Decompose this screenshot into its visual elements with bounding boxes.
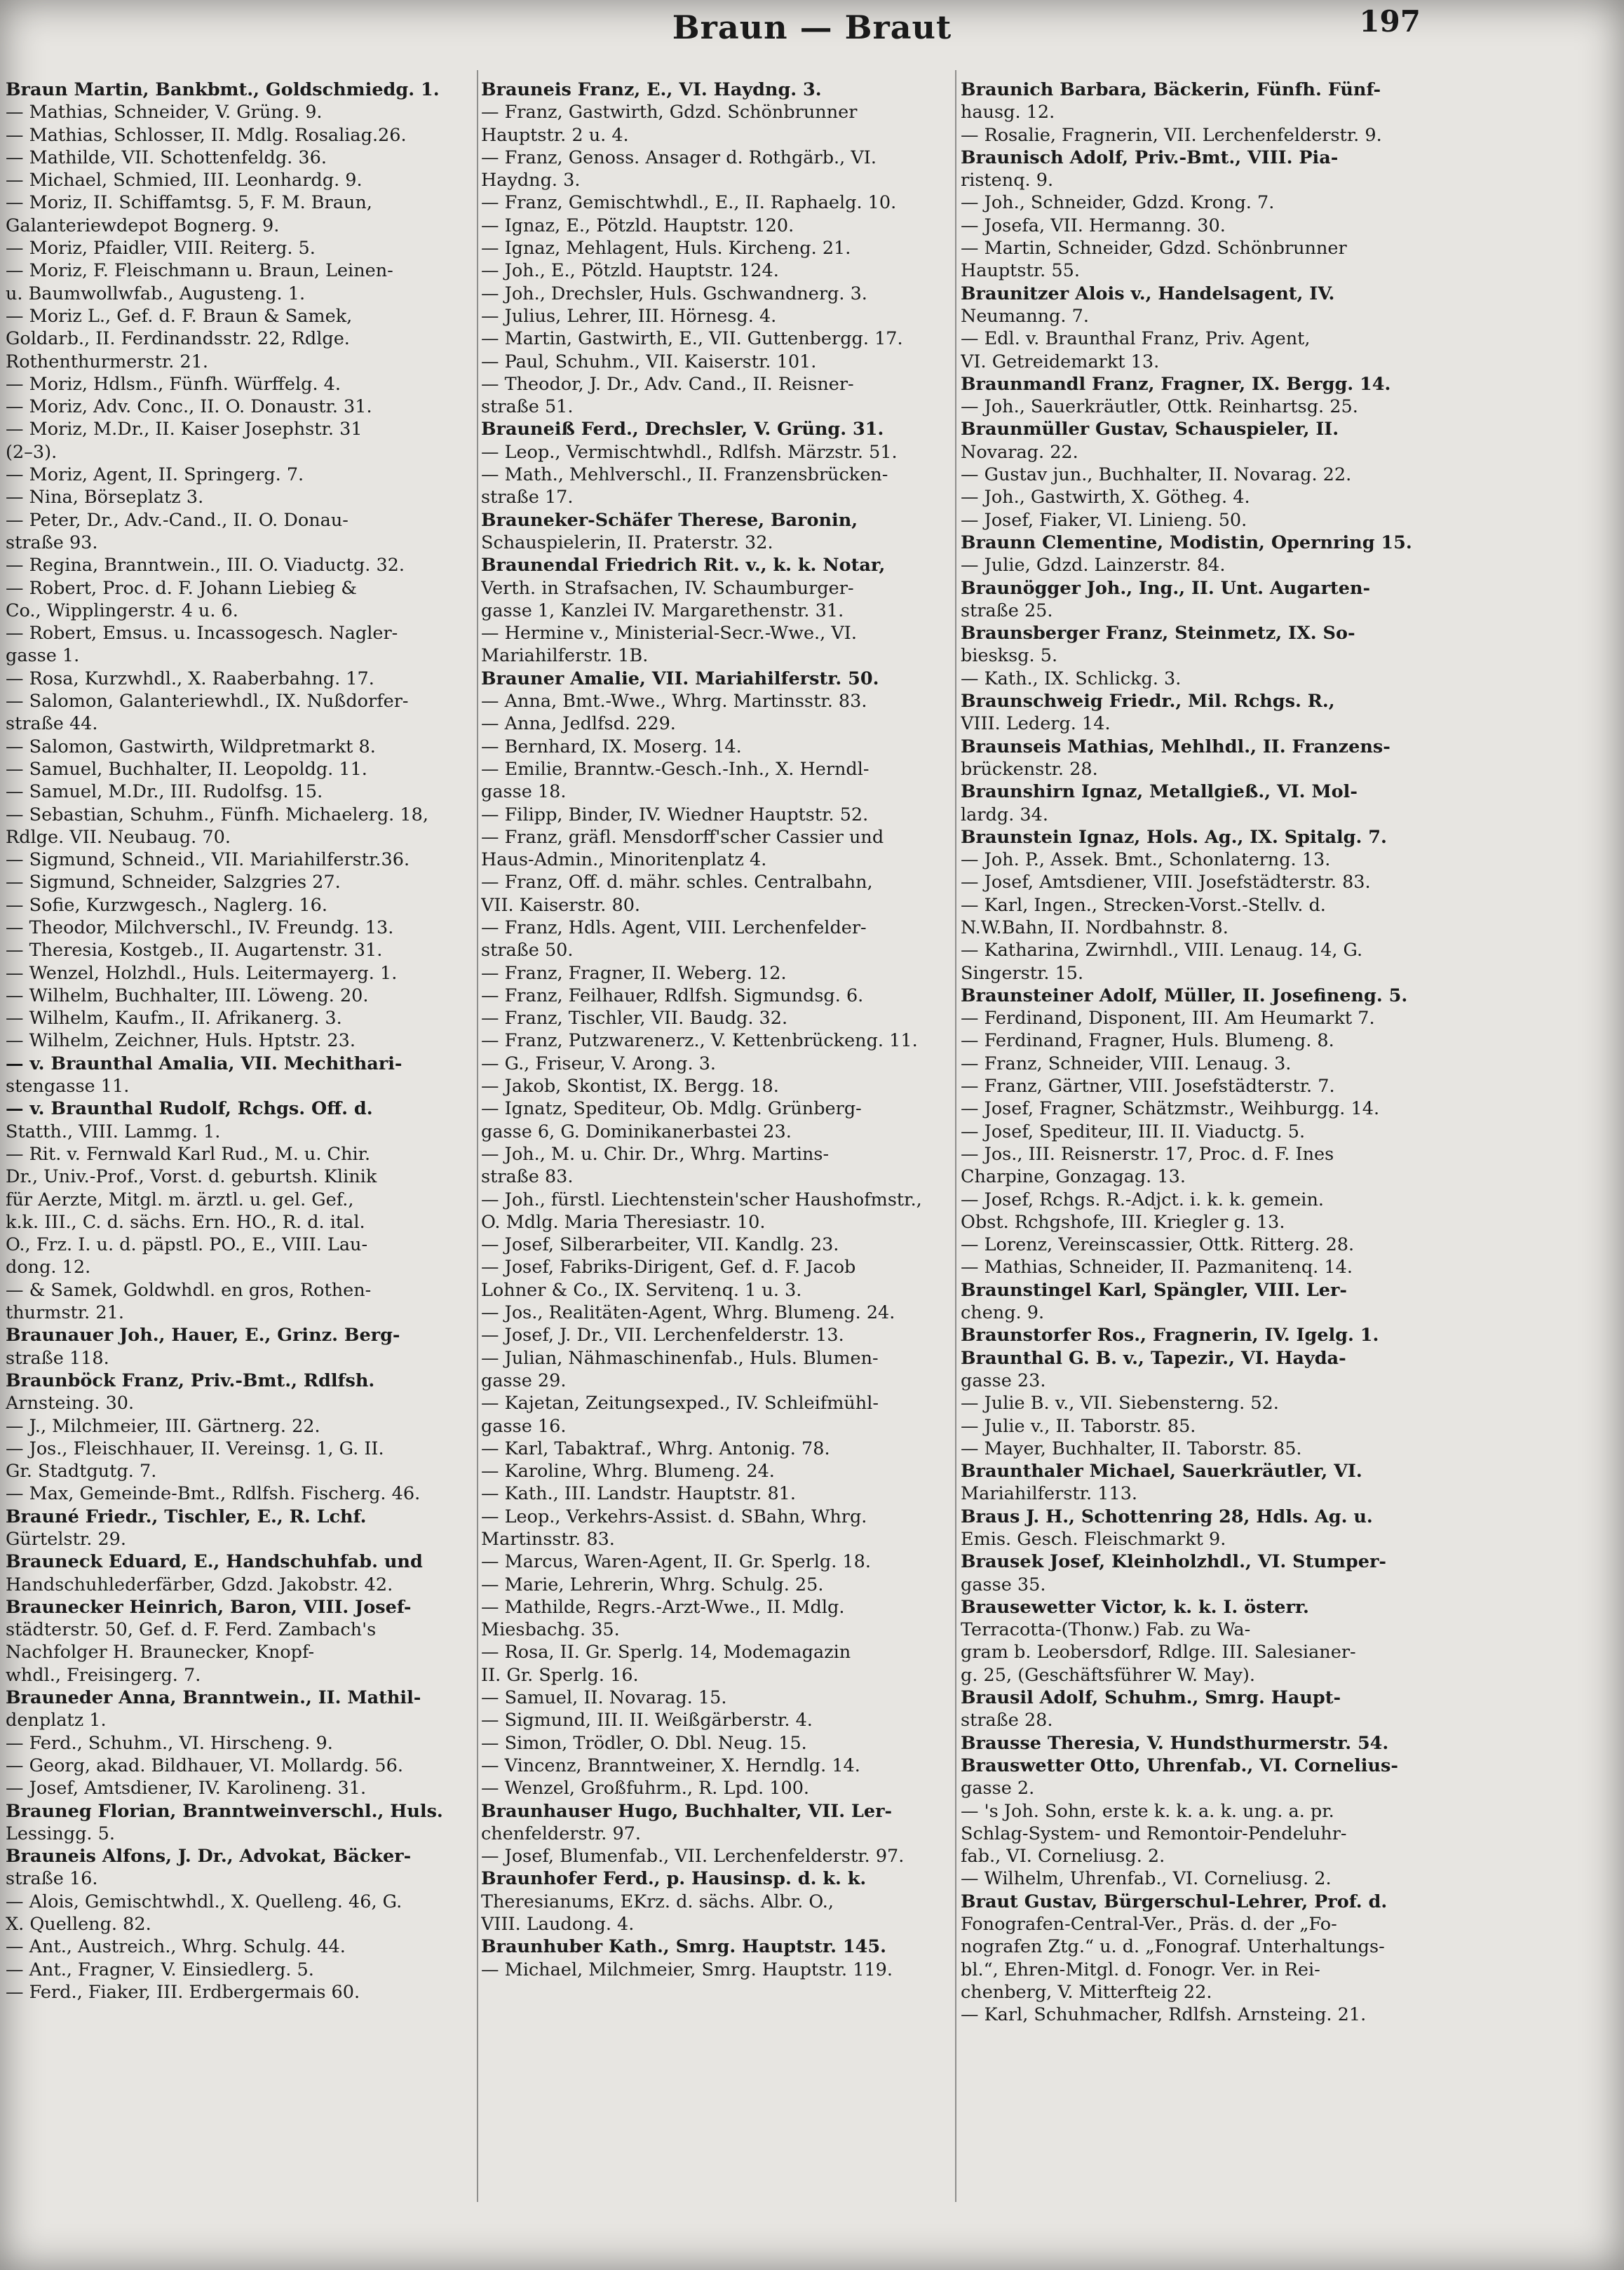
entry-line: Goldarb., II. Ferdinandsstr. 22, Rdlge. [6, 328, 350, 350]
entry-line: straße 93. [6, 532, 98, 553]
entry-line: Gr. Stadtgutg. 7. [6, 1461, 157, 1482]
entry-line: — Mathias, Schneider, V. Grüng. 9. [6, 102, 323, 123]
entry-line: Mariahilferstr. 113. [961, 1483, 1138, 1505]
entry-line: Terracotta-(Thonw.) Fab. zu Wa- [961, 1619, 1251, 1641]
entry-line: X. Quelleng. 82. [6, 1914, 151, 1935]
entry-line: gasse 23. [961, 1370, 1046, 1391]
entry-headword-line: Braunböck Franz, Priv.-Bmt., Rdlfsh. [6, 1370, 375, 1391]
entry-line: — Michael, Schmied, III. Leonhardg. 9. [6, 170, 363, 191]
entry-line: — Samuel, M.Dr., III. Rudolfsg. 15. [6, 781, 323, 803]
entry-line: — Sigmund, Schneider, Salzgries 27. [6, 872, 341, 893]
entry-line: — Filipp, Binder, IV. Wiedner Hauptstr. 52. [481, 804, 869, 825]
entry-line: — Jos., III. Reisnerstr. 17, Proc. d. F. Ines [961, 1143, 1334, 1165]
entry-line: — Moriz, Pfaidler, VIII. Reiterg. 5. [6, 238, 316, 259]
entry-line: — Jos., Fleischhauer, II. Vereinsg. 1, G. II. [6, 1438, 384, 1459]
entry-line: — Edl. v. Braunthal Franz, Priv. Agent, [961, 328, 1311, 350]
entry-line: — Josef, Silberarbeiter, VII. Kandlg. 23. [481, 1234, 839, 1256]
entry-line: Novarag. 22. [961, 441, 1078, 463]
column-divider [955, 70, 956, 2202]
entry-line: cheng. 9. [961, 1302, 1045, 1324]
entry-line: — Franz, Putzwarenerz., V. Kettenbrückeng. 11. [481, 1030, 918, 1052]
entry-line: — Karl, Tabaktraf., Whrg. Antonig. 78. [481, 1438, 830, 1459]
entry-headword-line: Braunstorfer Ros., Fragnerin, IV. Igelg. 1. [961, 1325, 1379, 1346]
entry-line: gasse 6, G. Dominikanerbastei 23. [481, 1121, 792, 1142]
entry-line: Mariahilferstr. 1B. [481, 645, 649, 667]
entry-line: Co., Wipplingerstr. 4 u. 6. [6, 600, 238, 621]
entry-line: — Josef, Amtsdiener, IV. Karolineng. 31. [6, 1778, 367, 1799]
entry-line: straße 17. [481, 487, 574, 508]
entry-headword-line: Braut Gustav, Bürgerschul-Lehrer, Prof. d. [961, 1891, 1388, 1912]
entry-line: — Joh., E., Pötzld. Hauptstr. 124. [481, 260, 779, 282]
entry-line: — Josef, Fiaker, VI. Linieng. 50. [961, 509, 1247, 531]
entry-line: — Josef, Amtsdiener, VIII. Josefstädterstr. 83. [961, 872, 1371, 893]
entry-line: (2–3). [6, 441, 57, 463]
entry-line: — Julie B. v., VII. Siebensterng. 52. [961, 1393, 1279, 1414]
entry-line: — Joh., Drechsler, Huls. Gschwandnerg. 3. [481, 283, 867, 304]
entry-line: straße 118. [6, 1347, 109, 1369]
page-number: 197 [1359, 4, 1421, 39]
entry-line: — Ferdinand, Fragner, Huls. Blumeng. 8. [961, 1030, 1334, 1052]
entry-line: gram b. Leobersdorf, Rdlge. III. Salesianer- [961, 1642, 1356, 1663]
column-left [6, 79, 474, 2004]
entry-headword-line: Brausek Josef, Kleinholzhdl., VI. Stumper- [961, 1551, 1386, 1573]
entry-headword-line: Braunhuber Kath., Smrg. Hauptstr. 145. [481, 1936, 886, 1958]
entry-line: straße 50. [481, 940, 574, 961]
entry-line: — Ant., Fragner, V. Einsiedlerg. 5. [6, 1959, 314, 1980]
entry-headword-line: — v. Braunthal Rudolf, Rchgs. Off. d. [6, 1098, 373, 1120]
entry-headword-line: Brausse Theresia, V. Hundsthurmerstr. 54. [961, 1732, 1389, 1754]
entry-line: — Wilhelm, Kaufm., II. Afrikanerg. 3. [6, 1008, 342, 1029]
entry-line: — Robert, Emsus. u. Incassogesch. Nagler- [6, 623, 398, 644]
entry-line: Lohner & Co., IX. Servitenq. 1 u. 3. [481, 1279, 802, 1301]
entry-line: — Joh. P., Assek. Bmt., Schonlaterng. 13. [961, 849, 1331, 871]
entry-line: Haydng. 3. [481, 170, 581, 191]
entry-headword-line: Brauswetter Otto, Uhrenfab., VI. Cornelius- [961, 1755, 1398, 1776]
entry-line: — Franz, Off. d. mähr. schles. Centralbahn, [481, 872, 873, 893]
entry-headword-line: Brauneis Alfons, J. Dr., Advokat, Bäcker- [6, 1846, 412, 1867]
entry-line: — Simon, Trödler, O. Dbl. Neug. 15. [481, 1732, 807, 1754]
entry-line: thurmstr. 21. [6, 1302, 124, 1324]
entry-line: — Karl, Ingen., Strecken-Vorst.-Stellv. d. [961, 894, 1326, 916]
entry-headword-line: Braunich Barbara, Bäckerin, Fünfh. Fünf- [961, 79, 1381, 100]
entry-line: — Anna, Bmt.-Wwe., Whrg. Martinsstr. 83. [481, 691, 867, 712]
entry-line: — Moriz, M.Dr., II. Kaiser Josephstr. 31 [6, 419, 363, 440]
entry-headword-line: Brauneck Eduard, E., Handschuhfab. und [6, 1551, 423, 1573]
entry-headword-line: Braunsteiner Adolf, Müller, II. Josefineng. 5. [961, 985, 1408, 1006]
entry-line: g. 25, (Geschäftsführer W. May). [961, 1664, 1255, 1686]
entry-headword-line: Braunögger Joh., Ing., II. Unt. Augarten- [961, 577, 1371, 599]
entry-line: — Mathias, Schneider, II. Pazmanitenq. 14. [961, 1257, 1353, 1278]
entry-line: Statth., VIII. Lammg. 1. [6, 1121, 221, 1142]
entry-line: gasse 1. [6, 645, 80, 667]
entry-headword-line: Braunmandl Franz, Fragner, IX. Bergg. 14. [961, 373, 1391, 395]
entry-line: Charpine, Gonzagag. 13. [961, 1166, 1186, 1188]
entry-line: — Ferdinand, Disponent, III. Am Heumarkt 7. [961, 1008, 1375, 1029]
entry-headword-line: Braun Martin, Bankbmt., Goldschmiedg. 1. [6, 79, 440, 100]
entry-line: — Wilhelm, Buchhalter, III. Löweng. 20. [6, 985, 369, 1006]
entry-line: Theresianums, EKrz. d. sächs. Albr. O., [481, 1891, 834, 1912]
entry-line: Emis. Gesch. Fleischmarkt 9. [961, 1529, 1226, 1550]
entry-line: — Josef, Spediteur, III. II. Viaductg. 5. [961, 1121, 1306, 1142]
entry-line: gasse 1, Kanzlei IV. Margarethenstr. 31. [481, 600, 844, 621]
entry-line: — Martin, Gastwirth, E., VII. Guttenbergg. 17. [481, 328, 903, 350]
entry-line: — Franz, Genoss. Ansager d. Rothgärb., VI. [481, 147, 877, 168]
entry-line: Hauptstr. 2 u. 4. [481, 124, 629, 146]
entry-line: Schauspielerin, II. Praterstr. 32. [481, 532, 773, 553]
entry-headword-line: Brausewetter Victor, k. k. I. österr. [961, 1596, 1309, 1618]
entry-headword-line: Braunseis Mathias, Mehlhdl., II. Franzens- [961, 736, 1390, 757]
entry-headword-line: Braunitzer Alois v., Handelsagent, IV. [961, 283, 1335, 304]
entry-headword-line: Brauneiß Ferd., Drechsler, V. Grüng. 31. [481, 419, 884, 440]
entry-line: Haus-Admin., Minoritenplatz 4. [481, 849, 767, 871]
entry-line: — Samuel, II. Novarag. 15. [481, 1687, 727, 1709]
entry-line: bl.“, Ehren-Mitgl. d. Fonogr. Ver. in Rei- [961, 1959, 1320, 1980]
entry-line: Gürtelstr. 29. [6, 1529, 126, 1550]
entry-line: — Robert, Proc. d. F. Johann Liebieg & [6, 577, 357, 599]
entry-line: Galanteriewdepot Bognerg. 9. [6, 215, 280, 236]
entry-line: VIII. Lederg. 14. [961, 713, 1111, 735]
entry-line: — Julius, Lehrer, III. Hörnesg. 4. [481, 305, 777, 327]
entry-line: — Bernhard, IX. Moserg. 14. [481, 736, 742, 757]
entry-line: — Max, Gemeinde-Bmt., Rdlfsh. Fischerg. 46. [6, 1483, 421, 1505]
entry-line: Hauptstr. 55. [961, 260, 1080, 282]
entry-headword-line: Braunhofer Ferd., p. Hausinsp. d. k. k. [481, 1868, 867, 1890]
entry-line: — Moriz, II. Schiffamtsg. 5, F. M. Braun, [6, 192, 372, 214]
entry-line: gasse 18. [481, 781, 567, 803]
entry-line: — Franz, Schneider, VIII. Lenaug. 3. [961, 1053, 1292, 1074]
entry-line: — Ferd., Fiaker, III. Erdbergermais 60. [6, 1981, 360, 2003]
entry-headword-line: Brauneder Anna, Branntwein., II. Mathil- [6, 1687, 421, 1709]
entry-line: — Kath., III. Landstr. Hauptstr. 81. [481, 1483, 797, 1505]
entry-headword-line: Brauner Amalie, VII. Mariahilferstr. 50. [481, 668, 879, 689]
entry-line: — Joh., M. u. Chir. Dr., Whrg. Martins- [481, 1143, 830, 1165]
entry-line: gasse 29. [481, 1370, 567, 1391]
entry-line: VIII. Laudong. 4. [481, 1914, 635, 1935]
entry-line: Miesbachg. 35. [481, 1619, 620, 1641]
entry-line: gasse 35. [961, 1574, 1046, 1595]
entry-line: — Gustav jun., Buchhalter, II. Novarag. 22. [961, 464, 1352, 486]
entry-line: — Franz, Hdls. Agent, VIII. Lerchenfelder- [481, 917, 867, 938]
entry-line: straße 83. [481, 1166, 574, 1188]
entry-headword-line: Braunn Clementine, Modistin, Opernring 15. [961, 532, 1412, 553]
entry-line: — 's Joh. Sohn, erste k. k. a. k. ung. a. pr. [961, 1800, 1334, 1822]
entry-line: — Vincenz, Branntweiner, X. Herndlg. 14. [481, 1755, 860, 1776]
entry-line: — Kath., IX. Schlickg. 3. [961, 668, 1182, 689]
entry-line: — Rosalie, Fragnerin, VII. Lerchenfelderstr. 9. [961, 124, 1382, 146]
entry-line: städterstr. 50, Gef. d. F. Ferd. Zambach's [6, 1619, 377, 1641]
entry-line: — Josef, Blumenfab., VII. Lerchenfelderstr. 97. [481, 1846, 905, 1867]
entry-line: — Georg, akad. Bildhauer, VI. Mollardg. 56. [6, 1755, 403, 1776]
entry-line: — Leop., Vermischtwhdl., Rdlfsh. Märzstr. 51. [481, 441, 898, 463]
entry-line: — Theodor, Milchverschl., IV. Freundg. 13. [6, 917, 394, 938]
entry-line: — Sigmund, III. II. Weißgärberstr. 4. [481, 1710, 813, 1731]
entry-line: — Josefa, VII. Hermanng. 30. [961, 215, 1226, 236]
entry-headword-line: Braunmüller Gustav, Schauspieler, II. [961, 419, 1339, 440]
entry-headword-line: Braunschweig Friedr., Mil. Rchgs. R., [961, 691, 1335, 712]
entry-line: Dr., Univ.-Prof., Vorst. d. geburtsh. Klinik [6, 1166, 377, 1188]
entry-line: — Sebastian, Schuhm., Fünfh. Michaelerg. 18, [6, 804, 428, 825]
entry-line: straße 44. [6, 713, 98, 735]
entry-line: k.k. III., C. d. sächs. Ern. HO., R. d. ital. [6, 1211, 365, 1233]
entry-headword-line: Braunisch Adolf, Priv.-Bmt., VIII. Pia- [961, 147, 1339, 168]
entry-line: — Joh., Sauerkräutler, Ottk. Reinhartsg. 25. [961, 396, 1358, 418]
entry-line: — Wenzel, Großfuhrm., R. Lpd. 100. [481, 1778, 810, 1799]
entry-line: — Lorenz, Vereinscassier, Ottk. Ritterg. 28. [961, 1234, 1355, 1256]
entry-line: Neumanng. 7. [961, 305, 1089, 327]
entry-line: — Theodor, J. Dr., Adv. Cand., II. Reisner- [481, 373, 854, 395]
entry-line: Arnsteing. 30. [6, 1393, 135, 1414]
entry-line: gasse 16. [481, 1415, 567, 1437]
entry-line: straße 28. [961, 1710, 1053, 1731]
entry-line: — Nina, Börseplatz 3. [6, 487, 204, 508]
column-divider [477, 70, 478, 2202]
entry-line: — Joh., Schneider, Gdzd. Krong. 7. [961, 192, 1275, 214]
entry-headword-line: Brauneker-Schäfer Therese, Baronin, [481, 509, 858, 531]
entry-line: N.W.Bahn, II. Nordbahnstr. 8. [961, 917, 1229, 938]
entry-line: — Marcus, Waren-Agent, II. Gr. Sperlg. 18. [481, 1551, 871, 1573]
entry-line: — Alois, Gemischtwhdl., X. Quelleng. 46, G. [6, 1891, 402, 1912]
column-right [961, 79, 1494, 2027]
entry-line: Martinsstr. 83. [481, 1529, 615, 1550]
entry-line: — Mathilde, VII. Schottenfeldg. 36. [6, 147, 327, 168]
entry-line: — Rit. v. Fernwald Karl Rud., M. u. Chir. [6, 1143, 371, 1165]
entry-line: — Moriz, F. Fleischmann u. Braun, Leinen- [6, 260, 393, 282]
entry-line: Fonografen-Central-Ver., Präs. d. der „Fo- [961, 1914, 1337, 1935]
entry-line: — Moriz, Adv. Conc., II. O. Donaustr. 31. [6, 396, 372, 418]
entry-headword-line: Braunthaler Michael, Sauerkräutler, VI. [961, 1461, 1362, 1482]
entry-line: straße 25. [961, 600, 1053, 621]
entry-line: — Josef, Fabriks-Dirigent, Gef. d. F. Jacob [481, 1257, 856, 1278]
entry-line: — Josef, J. Dr., VII. Lerchenfelderstr. 13. [481, 1325, 844, 1346]
entry-line: — & Samek, Goldwhdl. en gros, Rothen- [6, 1279, 372, 1301]
entry-line: biesksg. 5. [961, 645, 1058, 667]
entry-line: — Hermine v., Ministerial-Secr.-Wwe., VI. [481, 623, 857, 644]
entry-line: — Joh., Gastwirth, X. Götheg. 4. [961, 487, 1250, 508]
entry-headword-line: Brauneis Franz, E., VI. Haydng. 3. [481, 79, 822, 100]
entry-line: fab., VI. Corneliusg. 2. [961, 1846, 1165, 1867]
entry-line: — Franz, Gärtner, VIII. Josefstädterstr. 7. [961, 1076, 1335, 1097]
entry-line: — Sigmund, Schneid., VII. Mariahilferstr.36. [6, 849, 410, 871]
entry-line: — Mathilde, Regrs.-Arzt-Wwe., II. Mdlg. [481, 1596, 845, 1618]
entry-headword-line: Braunstein Ignaz, Hols. Ag., IX. Spitalg. 7. [961, 826, 1387, 848]
entry-headword-line: Brausil Adolf, Schuhm., Smrg. Haupt- [961, 1687, 1341, 1709]
entry-line: — Mathias, Schlosser, II. Mdlg. Rosaliag.26. [6, 124, 407, 146]
entry-line: — Moriz L., Gef. d. F. Braun & Samek, [6, 305, 353, 327]
entry-line: — Katharina, Zwirnhdl., VIII. Lenaug. 14, G. [961, 940, 1363, 961]
entry-line: — Ignaz, Mehlagent, Huls. Kircheng. 21. [481, 238, 851, 259]
entry-line: denplatz 1. [6, 1710, 107, 1731]
entry-line: O. Mdlg. Maria Theresiastr. 10. [481, 1211, 766, 1233]
entry-line: Verth. in Strafsachen, IV. Schaumburger- [481, 577, 854, 599]
entry-headword-line: Braunhauser Hugo, Buchhalter, VII. Ler- [481, 1800, 893, 1822]
entry-line: — Josef, Rchgs. R.-Adjct. i. k. k. gemein. [961, 1189, 1324, 1210]
entry-line: — Samuel, Buchhalter, II. Leopoldg. 11. [6, 758, 367, 780]
entry-headword-line: Brauneg Florian, Branntweinverschl., Huls. [6, 1800, 443, 1822]
entry-line: ristenq. 9. [961, 170, 1054, 191]
entry-headword-line: Braunendal Friedrich Rit. v., k. k. Notar, [481, 555, 886, 576]
entry-line: VII. Kaiserstr. 80. [481, 894, 641, 916]
entry-line: — Marie, Lehrerin, Whrg. Schulg. 25. [481, 1574, 824, 1595]
entry-line: — J., Milchmeier, III. Gärtnerg. 22. [6, 1415, 320, 1437]
entry-line: — Regina, Branntwein., III. O. Viaductg. 32. [6, 555, 405, 576]
entry-line: lardg. 34. [961, 804, 1048, 825]
entry-line: Nachfolger H. Braunecker, Knopf- [6, 1642, 315, 1663]
entry-line: stengasse 11. [6, 1076, 130, 1097]
entry-line: — Kajetan, Zeitungsexped., IV. Schleifmühl- [481, 1393, 879, 1414]
entry-line: Rdlge. VII. Neubaug. 70. [6, 826, 231, 848]
entry-line: O., Frz. I. u. d. päpstl. PO., E., VIII. Lau- [6, 1234, 368, 1256]
entry-line: — Mayer, Buchhalter, II. Taborstr. 85. [961, 1438, 1302, 1459]
page-header [0, 4, 1624, 53]
entry-line: — Jakob, Skontist, IX. Bergg. 18. [481, 1076, 779, 1097]
entry-headword-line: Brauné Friedr., Tischler, E., R. Lchf. [6, 1506, 367, 1527]
entry-line: — Salomon, Galanteriewhdl., IX. Nußdorfer- [6, 691, 409, 712]
entry-line: — Paul, Schuhm., VII. Kaiserstr. 101. [481, 351, 817, 372]
entry-line: — Franz, Gemischtwhdl., E., II. Raphaelg. 10. [481, 192, 897, 214]
entry-line: — Peter, Dr., Adv.-Cand., II. O. Donau- [6, 509, 349, 531]
entry-line: — Franz, gräfl. Mensdorff'scher Cassier und [481, 826, 884, 848]
entry-line: — Josef, Fragner, Schätzmstr., Weihburgg. 14. [961, 1098, 1380, 1120]
entry-line: — Franz, Gastwirth, Gdzd. Schönbrunner [481, 102, 858, 123]
entry-line: hausg. 12. [961, 102, 1055, 123]
entry-line: chenberg, V. Mitterfteig 22. [961, 1981, 1212, 2003]
entry-line: Lessingg. 5. [6, 1823, 115, 1844]
entry-line: — Wilhelm, Uhrenfab., VI. Corneliusg. 2. [961, 1868, 1332, 1890]
entry-line: — Julie, Gdzd. Lainzerstr. 84. [961, 555, 1226, 576]
entry-line: — Martin, Schneider, Gdzd. Schönbrunner [961, 238, 1347, 259]
entry-line: — Ferd., Schuhm., VI. Hirscheng. 9. [6, 1732, 333, 1754]
entry-line: — Theresia, Kostgeb., II. Augartenstr. 31. [6, 940, 383, 961]
entry-headword-line: Braunstingel Karl, Spängler, VIII. Ler- [961, 1279, 1348, 1301]
entry-line: gasse 2. [961, 1778, 1035, 1799]
entry-line: Schlag-System- und Remontoir-Pendeluhr- [961, 1823, 1347, 1844]
entry-headword-line: Braunecker Heinrich, Baron, VIII. Josef- [6, 1596, 412, 1618]
entry-line: — Moriz, Hdlsm., Fünfh. Würffelg. 4. [6, 373, 341, 395]
entry-line: chenfelderstr. 97. [481, 1823, 641, 1844]
entry-headword-line: Braunshirn Ignaz, Metallgieß., VI. Mol- [961, 781, 1358, 803]
entry-line: — Ant., Austreich., Whrg. Schulg. 44. [6, 1936, 346, 1958]
entry-line: — Julie v., II. Taborstr. 85. [961, 1415, 1196, 1437]
entry-line: VI. Getreidemarkt 13. [961, 351, 1160, 372]
entry-line: — G., Friseur, V. Arong. 3. [481, 1053, 717, 1074]
entry-line: — Michael, Milchmeier, Smrg. Hauptstr. 119. [481, 1959, 893, 1980]
entry-headword-line: — v. Braunthal Amalia, VII. Mechithari- [6, 1053, 402, 1074]
entry-line: straße 51. [481, 396, 574, 418]
entry-line: für Aerzte, Mitgl. m. ärztl. u. gel. Gef., [6, 1189, 354, 1210]
entry-line: — Franz, Fragner, II. Weberg. 12. [481, 962, 787, 984]
entry-headword-line: Braunauer Joh., Hauer, E., Grinz. Berg- [6, 1325, 400, 1346]
entry-line: — Leop., Verkehrs-Assist. d. SBahn, Whrg. [481, 1506, 867, 1527]
column-middle [481, 79, 949, 1981]
entry-line: — Rosa, II. Gr. Sperlg. 14, Modemagazin [481, 1642, 851, 1663]
entry-line: II. Gr. Sperlg. 16. [481, 1664, 639, 1686]
entry-line: — Wilhelm, Zeichner, Huls. Hptstr. 23. [6, 1030, 356, 1052]
entry-line: — Math., Mehlverschl., II. Franzensbrücken- [481, 464, 888, 486]
entry-line: Handschuhlederfärber, Gdzd. Jakobstr. 42. [6, 1574, 393, 1595]
entry-line: — Rosa, Kurzwhdl., X. Raaberbahng. 17. [6, 668, 374, 689]
entry-line: — Franz, Feilhauer, Rdlfsh. Sigmundsg. 6. [481, 985, 864, 1006]
entry-headword-line: Braunsberger Franz, Steinmetz, IX. So- [961, 623, 1355, 644]
entry-line: u. Baumwollwfab., Augusteng. 1. [6, 283, 306, 304]
entry-line: — Jos., Realitäten-Agent, Whrg. Blumeng. 24. [481, 1302, 895, 1324]
entry-headword-line: Braunthal G. B. v., Tapezir., VI. Hayda- [961, 1347, 1346, 1369]
entry-line: whdl., Freisingerg. 7. [6, 1664, 201, 1686]
entry-line: — Ignaz, E., Pötzld. Hauptstr. 120. [481, 215, 794, 236]
entry-line: — Sofie, Kurzwgesch., Naglerg. 16. [6, 894, 327, 916]
entry-line: — Ignatz, Spediteur, Ob. Mdlg. Grünberg- [481, 1098, 862, 1120]
entry-line: — Karl, Schuhmacher, Rdlfsh. Arnsteing. 21. [961, 2004, 1367, 2026]
entry-line: — Franz, Tischler, VII. Baudg. 32. [481, 1008, 788, 1029]
entry-line: — Wenzel, Holzhdl., Huls. Leitermayerg. 1. [6, 962, 398, 984]
entry-line: — Julian, Nähmaschinenfab., Huls. Blumen- [481, 1347, 879, 1369]
entry-headword-line: Braus J. H., Schottenring 28, Hdls. Ag. u. [961, 1506, 1373, 1527]
entry-line: nografen Ztg.“ u. d. „Fonograf. Unterhaltungs- [961, 1936, 1385, 1958]
running-title: Braun — Braut [672, 8, 952, 46]
entry-line: — Salomon, Gastwirth, Wildpretmarkt 8. [6, 736, 376, 757]
entry-line: straße 16. [6, 1868, 98, 1890]
entry-line: — Emilie, Branntw.-Gesch.-Inh., X. Herndl- [481, 758, 869, 780]
entry-line: Singerstr. 15. [961, 962, 1084, 984]
entry-line: — Karoline, Whrg. Blumeng. 24. [481, 1461, 775, 1482]
entry-line: — Anna, Jedlfsd. 229. [481, 713, 676, 735]
entry-line: brückenstr. 28. [961, 758, 1098, 780]
entry-line: — Moriz, Agent, II. Springerg. 7. [6, 464, 304, 486]
entry-line: — Joh., fürstl. Liechtenstein'scher Haushofmstr., [481, 1189, 922, 1210]
entry-line: dong. 12. [6, 1257, 91, 1278]
entry-line: Rothenthurmerstr. 21. [6, 351, 208, 372]
entry-line: Obst. Rchgshofe, III. Kriegler g. 13. [961, 1211, 1285, 1233]
